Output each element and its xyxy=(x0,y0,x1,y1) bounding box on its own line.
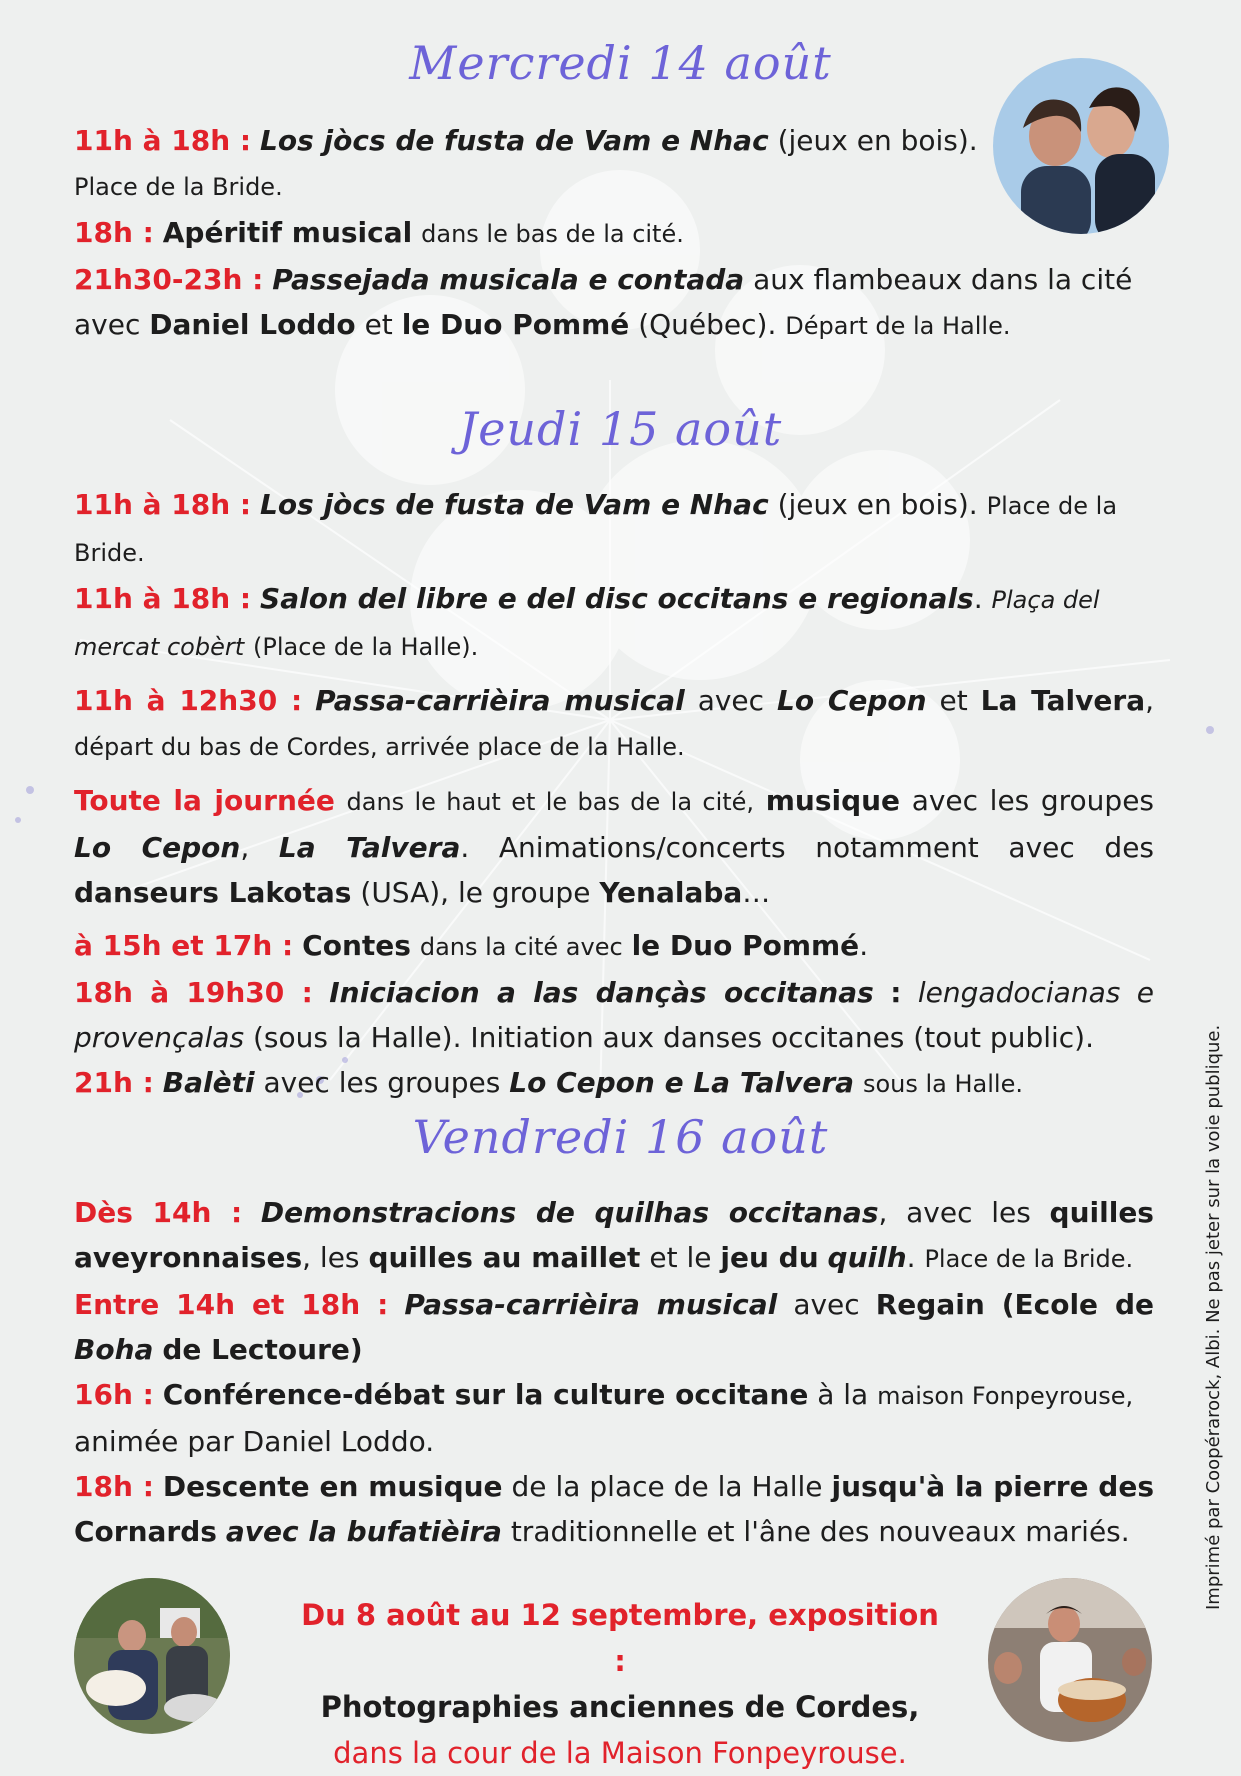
exhibition-location: dans la cour de la Maison Fonpeyrouse. xyxy=(333,1736,907,1770)
group-name: La Talvera xyxy=(980,684,1146,717)
event-detail: , xyxy=(240,831,250,864)
event-detail: (sous la Halle). Initiation aux danses occitanes (tout public). xyxy=(252,1021,1095,1054)
event xyxy=(74,923,1154,970)
event-detail: , xyxy=(1145,684,1154,717)
event xyxy=(74,1190,1154,1282)
wednesday-events xyxy=(74,118,1133,349)
event-detail: , avec les xyxy=(878,1196,1031,1229)
event xyxy=(74,118,1004,210)
event-detail: avec les groupes xyxy=(263,1066,501,1099)
event-detail: avec xyxy=(793,1288,860,1321)
event-place: (Place de la Halle). xyxy=(253,633,479,661)
event-name: Iniciacion a las dançàs occitanas xyxy=(329,976,874,1009)
event-time: Toute la journée xyxy=(74,784,335,817)
event xyxy=(74,210,1004,257)
day-title-wednesday: Mercredi 14 août xyxy=(409,36,832,90)
event-detail: quilles au maillet xyxy=(368,1241,641,1274)
event-detail: dans le haut et le bas de la cité, xyxy=(346,788,755,816)
event-detail: avec les groupes xyxy=(911,784,1155,817)
event-time: 11h à 18h : xyxy=(74,124,252,157)
event-detail: (Québec). xyxy=(638,308,777,341)
event-detail: quilles aveyronnaises xyxy=(74,1196,1154,1274)
event-name: Contes xyxy=(302,929,411,962)
event xyxy=(74,576,1154,670)
event-name: Balèti xyxy=(162,1066,255,1099)
event xyxy=(74,257,1154,349)
day-title-thursday: Jeudi 15 août xyxy=(458,402,783,456)
event xyxy=(74,970,1154,1060)
event-name: Demonstracions de quilhas occitanas xyxy=(260,1196,879,1229)
event-time: 16h : xyxy=(74,1378,154,1411)
event-time: 11h à 18h : xyxy=(74,582,252,615)
event-place: sous la Halle. xyxy=(862,1070,1023,1098)
event xyxy=(74,678,1154,770)
group-name: Yenalaba xyxy=(599,876,743,909)
group-name: Lo Cepon e La Talvera xyxy=(509,1066,855,1099)
photo-bagpipe-players xyxy=(74,1578,230,1734)
friday-events xyxy=(74,1190,1154,1554)
event-detail: (USA), le groupe xyxy=(360,876,591,909)
event-detail: , les xyxy=(302,1241,360,1274)
event xyxy=(74,1060,1154,1107)
event-detail: jusqu'à la pierre des Cornards xyxy=(74,1470,1155,1548)
event-detail: jeu du xyxy=(720,1241,819,1274)
event-time: 21h : xyxy=(74,1066,154,1099)
event-detail: à la xyxy=(817,1378,869,1411)
event-detail: lengadocianas e provençalas xyxy=(74,976,1155,1054)
event-name: Passa-carrièira musical xyxy=(315,684,685,717)
event-place: Départ de la Halle. xyxy=(785,312,1011,340)
event-detail: avec la bufatièira xyxy=(225,1515,502,1548)
event xyxy=(74,482,1154,576)
event-time: 11h à 18h : xyxy=(74,488,252,521)
event-time: 21h30-23h : xyxy=(74,263,264,296)
event-name: Apéritif musical xyxy=(162,216,413,249)
event-time: Dès 14h : xyxy=(74,1196,243,1229)
exhibition-notice xyxy=(300,1592,940,1776)
event-detail: traditionnelle et l'âne des nouveaux mariés. xyxy=(510,1515,1130,1548)
printer-note: Imprimé par Coopérarock, Albi. Ne pas jeter sur la voie publique. xyxy=(1203,1024,1224,1610)
event-detail: quilh xyxy=(827,1241,907,1274)
event-detail: avec xyxy=(697,684,765,717)
performer-name: le Duo Pommé xyxy=(401,308,630,341)
event-detail: … xyxy=(742,876,771,909)
event-detail: . xyxy=(973,582,983,615)
event-detail: . Animations/concerts notamment avec des xyxy=(460,831,1155,864)
group-name: Regain (Ecole de xyxy=(875,1288,1154,1321)
event xyxy=(74,778,1154,915)
exhibition-title: Photographies anciennes de Cordes, xyxy=(320,1690,920,1724)
event-time: 11h à 12h30 : xyxy=(74,684,303,717)
event-place: départ du bas de Cordes, arrivée place de la Halle. xyxy=(74,733,685,761)
performer-name: Daniel Loddo xyxy=(149,308,356,341)
event-time: à 15h et 17h : xyxy=(74,929,294,962)
event-detail: et le xyxy=(649,1241,712,1274)
exhibition-dates: Du 8 août au 12 septembre, exposition : xyxy=(301,1598,939,1678)
event-name: Los jòcs de fusta de Vam e Nhac xyxy=(260,488,769,521)
event-name: Descente en musique xyxy=(162,1470,503,1503)
event-place: Place de la Bride. xyxy=(924,1245,1134,1273)
group-name: de Lectoure) xyxy=(162,1333,363,1366)
event-detail: de la place de la Halle xyxy=(511,1470,823,1503)
event-detail: et xyxy=(364,308,393,341)
event-detail: . xyxy=(859,929,869,962)
photo-two-women xyxy=(993,58,1169,234)
event xyxy=(74,1464,1154,1554)
event-place: Place de la Bride. xyxy=(74,492,1118,567)
event-place: maison Fonpeyrouse, xyxy=(877,1382,1134,1410)
event-detail: : xyxy=(890,976,902,1009)
event-detail: aux flambeaux dans la cité xyxy=(753,263,1133,296)
group-name: Lo Cepon xyxy=(776,684,927,717)
event-detail: (jeux en bois). xyxy=(777,488,978,521)
event-name: Passejada musicala e contada xyxy=(272,263,745,296)
event xyxy=(74,1282,1154,1372)
photo-drummer xyxy=(988,1578,1152,1742)
event-time: Entre 14h et 18h : xyxy=(74,1288,389,1321)
event-detail: avec xyxy=(74,308,141,341)
event-place: Place de la Bride. xyxy=(74,173,283,201)
event-name: Conférence-débat sur la culture occitane xyxy=(162,1378,809,1411)
event-name: Passa-carrièira musical xyxy=(404,1288,778,1321)
performer-name: le Duo Pommé xyxy=(631,929,860,962)
event xyxy=(74,1372,1154,1464)
event-detail: dans la cité avec xyxy=(419,933,623,961)
group-name: Lo Cepon xyxy=(74,831,241,864)
thursday-events xyxy=(74,482,1154,1107)
day-title-friday: Vendredi 16 août xyxy=(412,1110,829,1164)
event-name: Salon del libre e del disc occitans e regionals xyxy=(260,582,974,615)
event-name: musique xyxy=(765,784,901,817)
event-place: Plaça del mercat cobèrt xyxy=(74,586,1100,661)
event-time: 18h à 19h30 : xyxy=(74,976,313,1009)
event-detail: animée par Daniel Loddo. xyxy=(74,1425,435,1458)
event-detail: dans le bas de la cité. xyxy=(421,220,684,248)
event-detail: et xyxy=(939,684,968,717)
event-time: 18h : xyxy=(74,216,154,249)
group-name: La Talvera xyxy=(278,831,461,864)
event-name: Los jòcs de fusta de Vam e Nhac xyxy=(260,124,769,157)
group-name: Boha xyxy=(74,1333,154,1366)
event-detail: . xyxy=(906,1241,916,1274)
event-detail: (jeux en bois). xyxy=(777,124,978,157)
event-time: 18h : xyxy=(74,1470,154,1503)
group-name: danseurs Lakotas xyxy=(74,876,352,909)
